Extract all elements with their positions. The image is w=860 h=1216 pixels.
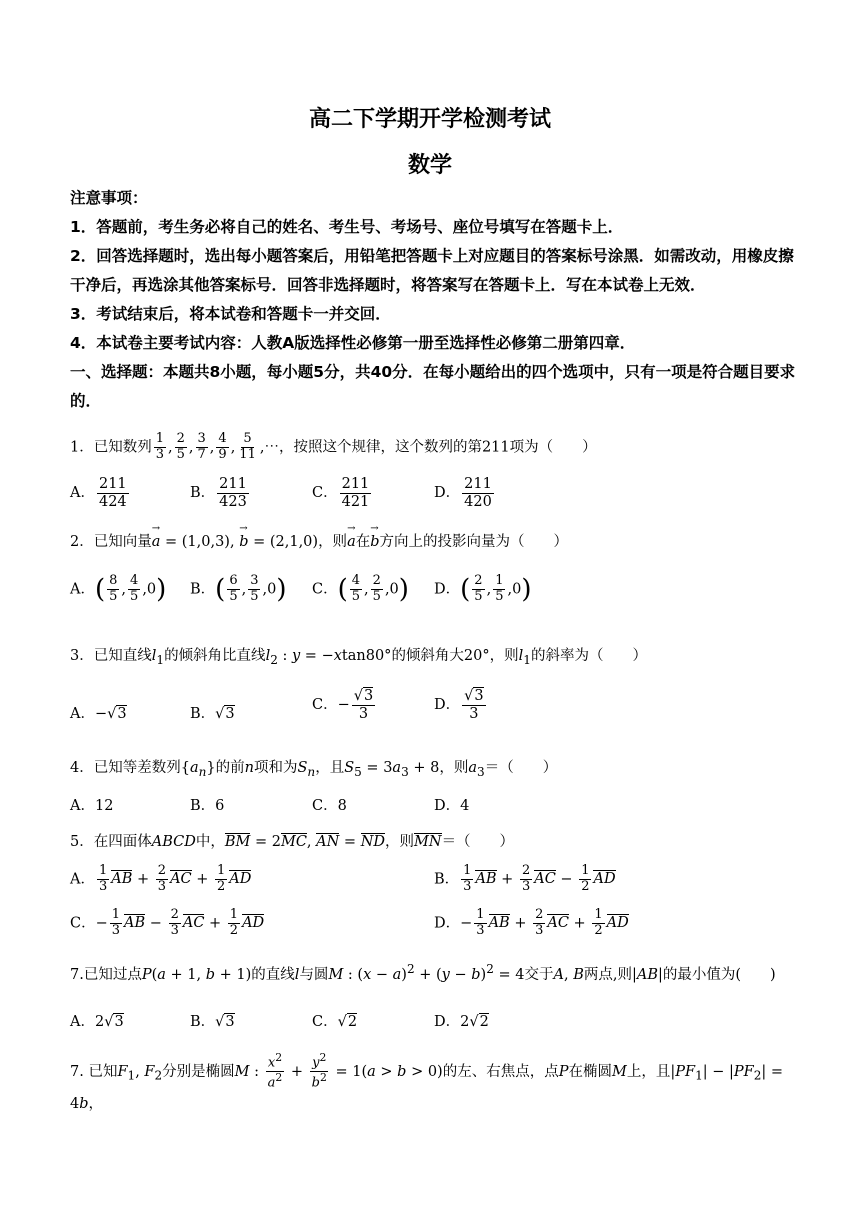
q2-option-b: B．( $\frac{6}{5}$ , $\frac{3}{5}$ ,0)	[190, 573, 287, 605]
notice-block	[70, 184, 800, 416]
q1-option-c: C． $\frac{211}{421}$	[312, 476, 370, 510]
q2-option-a: A．( $\frac{8}{5}$ , $\frac{4}{5}$ ,0)	[70, 573, 167, 605]
q5-option-d: D．− $\frac{1}{3}$ AB + $\frac{2}{3}$ AC + $\frac{1}{2}$ AD	[434, 907, 629, 938]
q6-option-d: D．2√2	[434, 1014, 489, 1030]
q3-option-d: D． $\frac{√3}{3}$	[434, 688, 484, 722]
q3-option-a: A．−√3	[70, 706, 127, 722]
q4-option-b: B．6	[190, 798, 225, 814]
exam-title: 高二下学期开学检测考试	[308, 107, 551, 132]
q1-suffix: ，按照这个规律，这个数列的第211项为（ ）	[278, 439, 597, 456]
q5-option-a: A． $\frac{1}{3}$ AB + $\frac{2}{3}$ AC + $\frac{1}{2}$ AD	[70, 863, 252, 894]
section-heading: 一、选择题：本题共8小题，每小题5分，共40分．在每小题给出的四个选项中，只有一项是符合题目要求的．	[70, 363, 796, 410]
q1-option-b: B． $\frac{211}{423}$	[190, 476, 247, 510]
question-5: 5．在四面体ABCD中，BM = 2MC, AN = ND，则MN＝（ ）	[70, 834, 515, 850]
q3-option-b: B．√3	[190, 706, 235, 722]
q6-option-a: A．2√3	[70, 1014, 124, 1030]
q1-option-a: A． $\frac{211}{424}$	[70, 476, 127, 510]
q5-option-c: C．− $\frac{1}{3}$ AB − $\frac{2}{3}$ AC + $\frac{1}{2}$ AD	[70, 907, 265, 938]
q4-option-d: D．4	[434, 798, 470, 814]
notice-item-2: 2．回答选择题时，选出每小题答案后，用铅笔把答题卡上对应题目的答案标号涂黑．如需改动，用橡皮擦干净后，再选涂其他答案标号．回答非选择题时，将答案写在答题卡上．写在本试卷上无效．	[70, 247, 794, 294]
q2-option-c: C．( $\frac{4}{5}$ , $\frac{2}{5}$ ,0)	[312, 573, 409, 605]
question-4: 4．已知等差数列$\{a_n\}$的前n项和为$S_n$，且$S_5 = 3a_3 + 8$，则$a_3=$（ ）	[70, 760, 558, 779]
notice-heading: 注意事项：	[70, 189, 148, 207]
q4-option-a: A．12	[70, 798, 114, 814]
notice-item-1: 1．答题前，考生务必将自己的姓名、考生号、考场号、座位号填写在答题卡上．	[70, 218, 624, 236]
subject-title: 数学	[407, 153, 452, 178]
question-1: 1．已知数列 $\frac{1}{3}$ , $\frac{2}{5}$ , $\frac{3}{7}$ , $\frac{4}{9}$ , $\frac{5}{11}$ ,⋯，按照这个规律，这个数列的第211项为（ ）	[70, 431, 597, 462]
q2-option-d: D．( $\frac{2}{5}$ , $\frac{1}{5}$ ,0)	[434, 573, 532, 605]
q5-option-b: B． $\frac{1}{3}$ AB + $\frac{2}{3}$ AC − $\frac{1}{2}$ AD	[434, 863, 616, 894]
notice-item-3: 3．考试结束后，将本试卷和答题卡一并交回．	[70, 305, 391, 323]
q1-prefix: 1．已知数列	[70, 439, 152, 456]
q4-option-c: C．8	[312, 798, 347, 814]
question-7: 7. 已知$F_1$, $F_2$分别是椭圆M : $\frac{x^2}{a^2}$ + $\frac{y^2}{b^2}$ = 1(a > b > 0)的左、右焦点，点P在椭圆M上，且$|PF_1| - |PF_2| = 4b$，	[70, 1051, 784, 1112]
notice-item-4: 4．本试卷主要考试内容：人教A版选择性必修第一册至选择性必修第二册第四章．	[70, 334, 636, 352]
q3-option-c: C．− $\frac{√3}{3}$	[312, 688, 374, 722]
q6-option-c: C．√2	[312, 1014, 358, 1030]
q6-option-b: B．√3	[190, 1014, 235, 1030]
question-3: 3．已知直线$l_1$的倾斜角比直线$l_2$ : y = −xtan80°的倾斜角大20°，则$l_1$的斜率为（ ）	[70, 648, 647, 667]
question-2: 2．已知向量→ a = (1,0,3), → b = (2,1,0)，则→ a在→ b方向上的投影向量为（ ）	[70, 530, 800, 551]
question-6: 7.已知过点P(a + 1, b + 1)的直线l与圆M : $(x - a)^2 + (y - b)^2 = 4$交于A, B两点,则|AB|的最小值为( )	[70, 962, 776, 983]
q1-option-d: D． $\frac{211}{420}$	[434, 476, 492, 510]
